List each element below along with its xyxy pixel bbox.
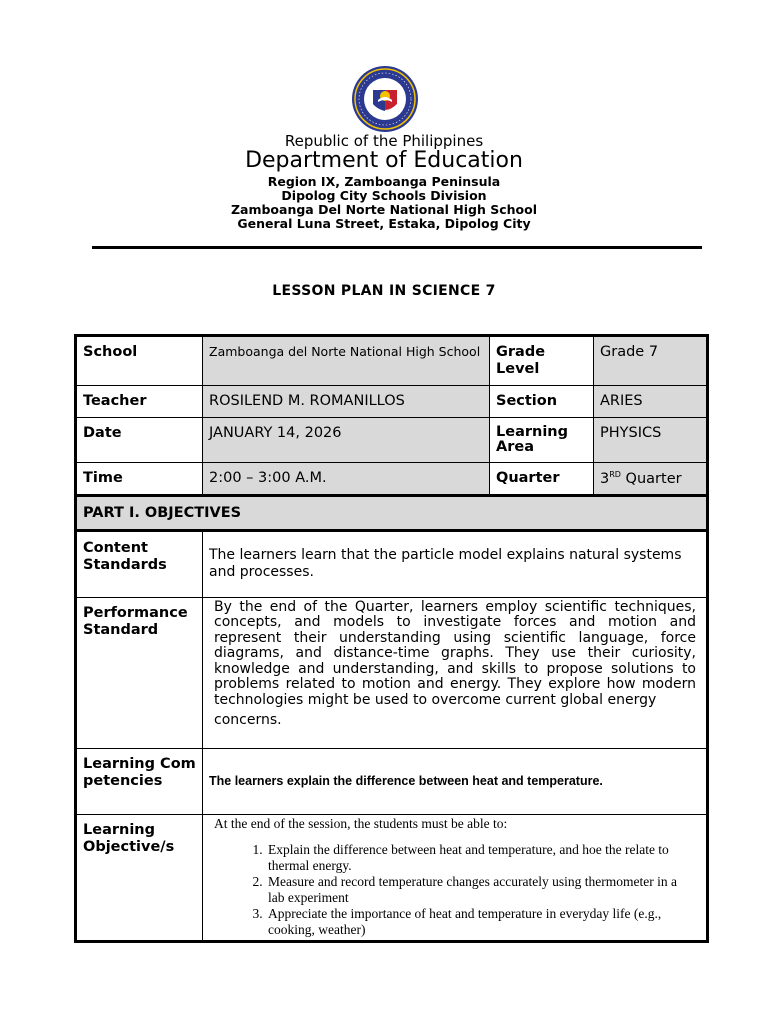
division-line: Dipolog City Schools Division [281, 188, 487, 203]
lesson-plan-title: LESSON PLAN IN SCIENCE 7 [272, 283, 496, 299]
grade-label: Grade Level [490, 336, 594, 386]
quarter-number: 3 [600, 470, 610, 487]
date-label: Date [76, 418, 203, 463]
date-value: JANUARY 14, 2026 [203, 418, 490, 463]
quarter-word: Quarter [620, 470, 682, 487]
quarter-label: Quarter [490, 463, 594, 496]
header-divider [92, 246, 702, 249]
time-label: Time [76, 463, 203, 496]
grade-value: Grade 7 [594, 336, 708, 386]
quarter-value [594, 463, 708, 496]
learning-objectives-intro: At the end of the session, the students must be able to: [214, 815, 508, 831]
section-value: ARIES [594, 386, 708, 418]
deped-seal [347, 64, 423, 134]
school-line: Zamboanga Del Norte National High School [230, 202, 538, 217]
performance-standard-cell [203, 597, 708, 748]
department-name: Department of Education [245, 148, 523, 173]
learning-objectives-cell [203, 814, 708, 941]
learning-competencies-label [76, 748, 203, 814]
time-value: 2:00 – 3:00 A.M. [203, 463, 490, 496]
region-line: Region IX, Zamboanga Peninsula [267, 174, 501, 189]
section-label: Section [490, 386, 594, 418]
school-value: Zamboanga del Norte National High School [203, 336, 490, 386]
address-line: General Luna Street, Estaka, Dipolog City [237, 216, 531, 231]
teacher-value: ROSILEND M. ROMANILLOS [203, 386, 490, 418]
objective-item-3: 3. Appreciate the importance of heat and temperature in everyday life (e.g., cooking, weather) [266, 906, 696, 938]
performance-standard-label: Performance Standard [76, 597, 203, 748]
content-standards-text: The learners learn that the particle model explains natural systems and processes. [203, 530, 708, 597]
performance-standard-text: By the end of the Quarter, learners employ scientific techniques, concepts, and models to investigate forces and motion and represent their understanding using scientific language, force diagrams, and distance-time graphs. They use their curiosity, knowledge and understanding, and skills to propose solutions to problems related to motion and energy. They explore how modern technologies might be used to overcome current global energy [214, 598, 696, 708]
objective-item-2: 2. Measure and record temperature changes accurately using thermometer in a lab experiment [266, 874, 696, 906]
objective-item-1: 1. Explain the difference between heat and temperature, and hoe the relate to thermal energy. [266, 842, 696, 874]
learning-objectives-label: Learning Objective/s [76, 814, 203, 941]
republic-line: Republic of the Philippines [284, 132, 484, 150]
learning-competencies-label-text: Learning Competencies [83, 755, 196, 789]
learning-objectives-list [214, 842, 696, 938]
lesson-plan-table [74, 334, 709, 943]
quarter-ordinal: RD [609, 470, 621, 479]
learning-area-label: Learning Area [490, 418, 594, 463]
school-label: School [76, 336, 203, 386]
part-objectives-heading: PART I. OBJECTIVES [76, 495, 708, 530]
learning-competencies-text: The learners explain the difference between heat and temperature. [203, 748, 708, 814]
learning-area-value: PHYSICS [594, 418, 708, 463]
teacher-label: Teacher [76, 386, 203, 418]
performance-standard-tail: concerns. [214, 712, 282, 729]
content-standards-label: Content Standards [76, 530, 203, 597]
